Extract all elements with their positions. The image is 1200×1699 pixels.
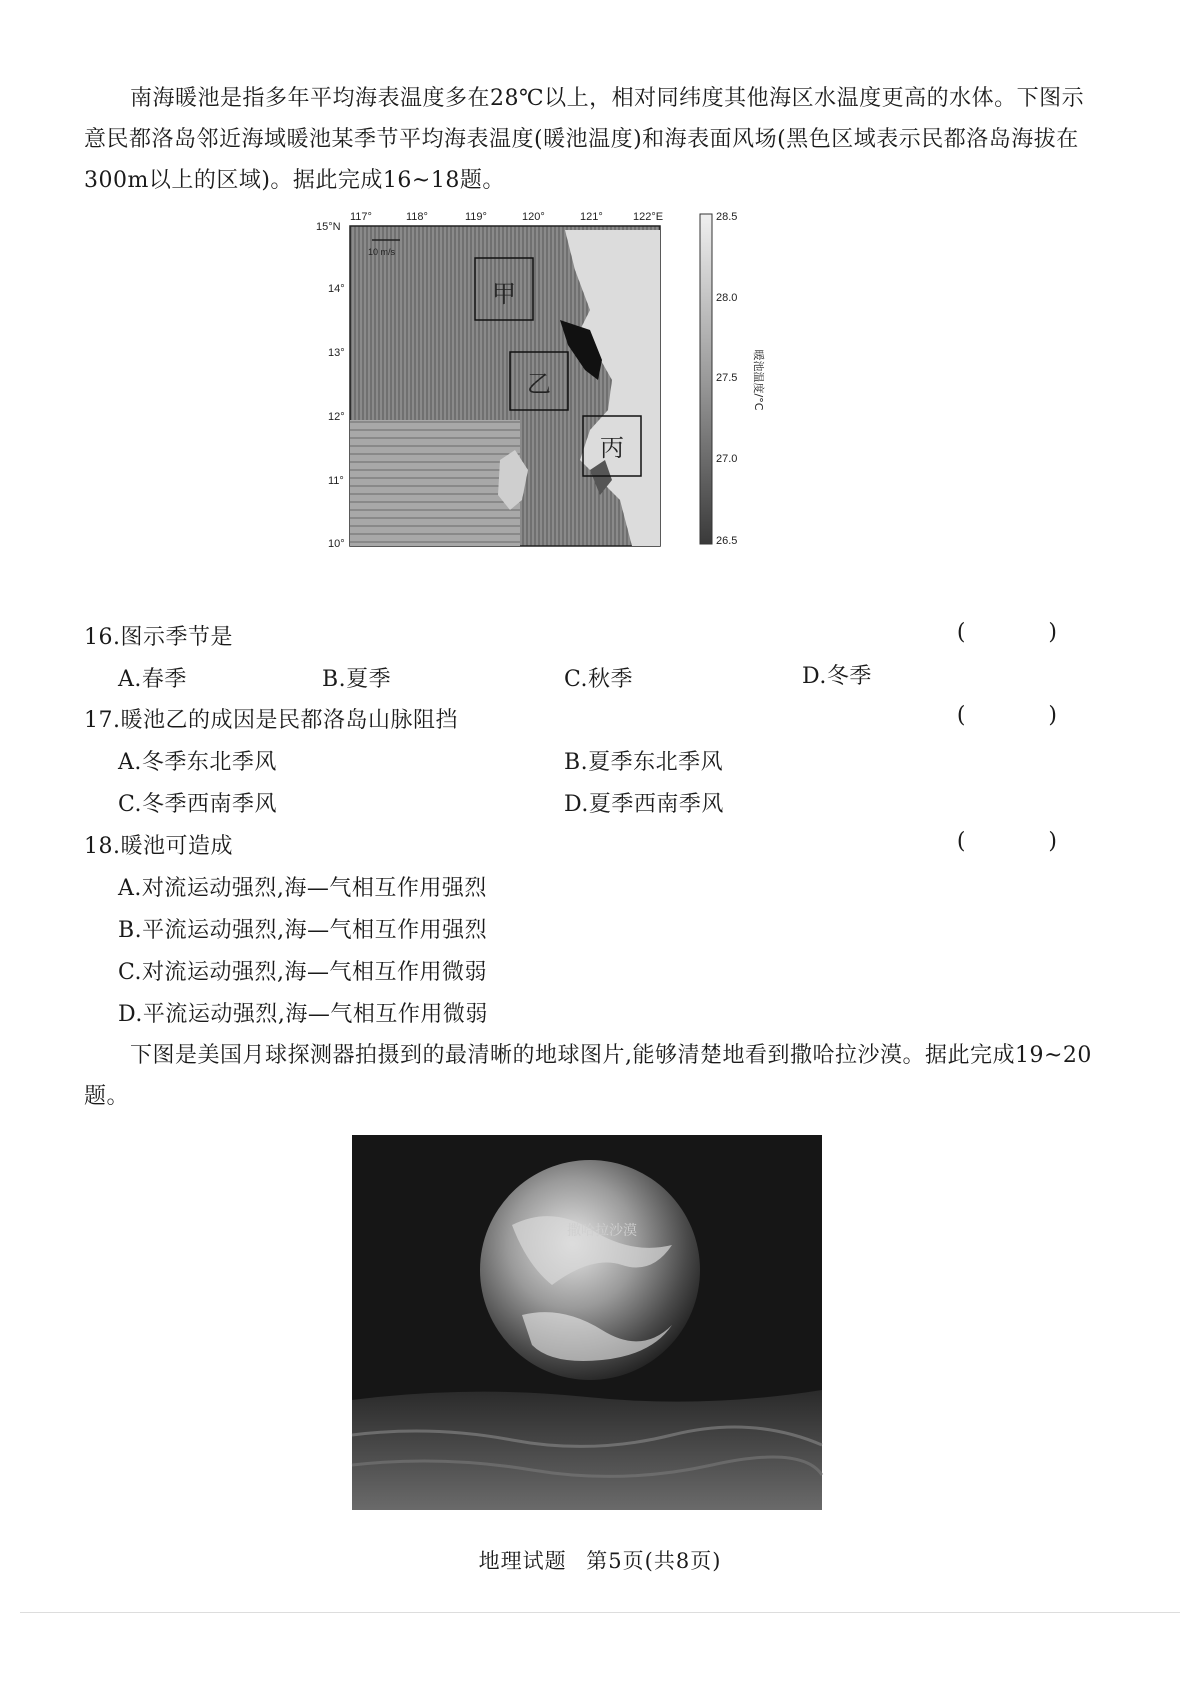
intro-paragraph-warm-pool: 南海暖池是指多年平均海表温度多在28℃以上，相对同纬度其他海区水温度更高的水体。下图示意民都洛岛邻近海域暖池某季节平均海表温度(暖池温度)和海表面风场(黑色区域表示民都洛岛海拔在300m以上的区域)。据此完成16~18题。: [84, 86, 1085, 193]
option-b: B.平流运动强烈,海—气相互作用强烈: [118, 918, 488, 943]
colorbar-tick: 27.0: [716, 453, 738, 465]
option-c: C.冬季西南季风: [118, 792, 278, 817]
lat-label: 10°: [328, 538, 345, 550]
colorbar-title: 暖池温度/°C: [752, 349, 765, 411]
lon-label: 120°: [522, 211, 545, 223]
option-a: A.对流运动强烈,海—气相互作用强烈: [118, 876, 487, 901]
answer-bracket: ( ): [956, 703, 1095, 728]
box-label: 甲: [492, 280, 516, 308]
question-17-stem: 17.暖池乙的成因是民都洛岛山脉阻挡: [84, 708, 458, 733]
option-d: D.夏季西南季风: [564, 792, 724, 817]
question-18-stem: 18.暖池可造成: [84, 834, 233, 859]
option-a: A.春季: [118, 667, 187, 692]
moon-surface: [352, 1390, 822, 1510]
lat-label: 15°N: [316, 221, 341, 233]
option-a: A.冬季东北季风: [118, 750, 277, 775]
colorbar-tick: 27.5: [716, 372, 738, 384]
option-c: C.秋季: [564, 667, 634, 692]
earth-photo: [352, 1135, 822, 1510]
question-16-stem: 16.图示季节是: [84, 625, 233, 650]
map-frame: [350, 226, 660, 546]
option-b: B.夏季东北季风: [564, 750, 724, 775]
earth-photo-figure: [352, 1135, 822, 1510]
answer-bracket: ( ): [956, 620, 1095, 645]
footer-subject: 地理试题: [478, 1549, 567, 1573]
lon-label: 121°: [580, 211, 603, 223]
lat-label: 14°: [328, 283, 345, 295]
colorbar-tick: 28.0: [716, 292, 738, 304]
lon-label: 117°: [350, 211, 372, 223]
bottom-divider: [20, 1612, 1180, 1613]
lon-label: 119°: [465, 211, 487, 223]
option-d: D.平流运动强烈,海—气相互作用微弱: [118, 1002, 488, 1027]
lon-label: 118°: [406, 211, 428, 223]
footer-page-number: 第5页(共8页): [586, 1549, 722, 1573]
colorbar-tick: 26.5: [716, 535, 738, 547]
warm-pool-map-figure: [316, 210, 765, 590]
lat-label: 13°: [328, 347, 345, 359]
lat-label: 11°: [328, 475, 344, 487]
colorbar: [700, 211, 766, 547]
box-label: 丙: [600, 434, 624, 462]
box-label: 乙: [527, 370, 551, 398]
colorbar-tick: 28.5: [716, 211, 738, 223]
sahara-label: 撒哈拉沙漠: [567, 1223, 637, 1239]
lat-label: 12°: [328, 411, 345, 423]
answer-bracket: ( ): [956, 829, 1095, 854]
lon-label: 122°E: [633, 211, 664, 223]
scale-label: 10 m/s: [368, 247, 396, 257]
intro-paragraph-earth-photo: 下图是美国月球探测器拍摄到的最清晰的地球图片,能够清楚地看到撒哈拉沙漠。据此完成19~20题。: [84, 1043, 1092, 1109]
option-c: C.对流运动强烈,海—气相互作用微弱: [118, 960, 488, 985]
option-d: D.冬季: [802, 664, 872, 689]
option-b: B.夏季: [322, 667, 392, 692]
page-footer: [0, 1545, 1200, 1575]
